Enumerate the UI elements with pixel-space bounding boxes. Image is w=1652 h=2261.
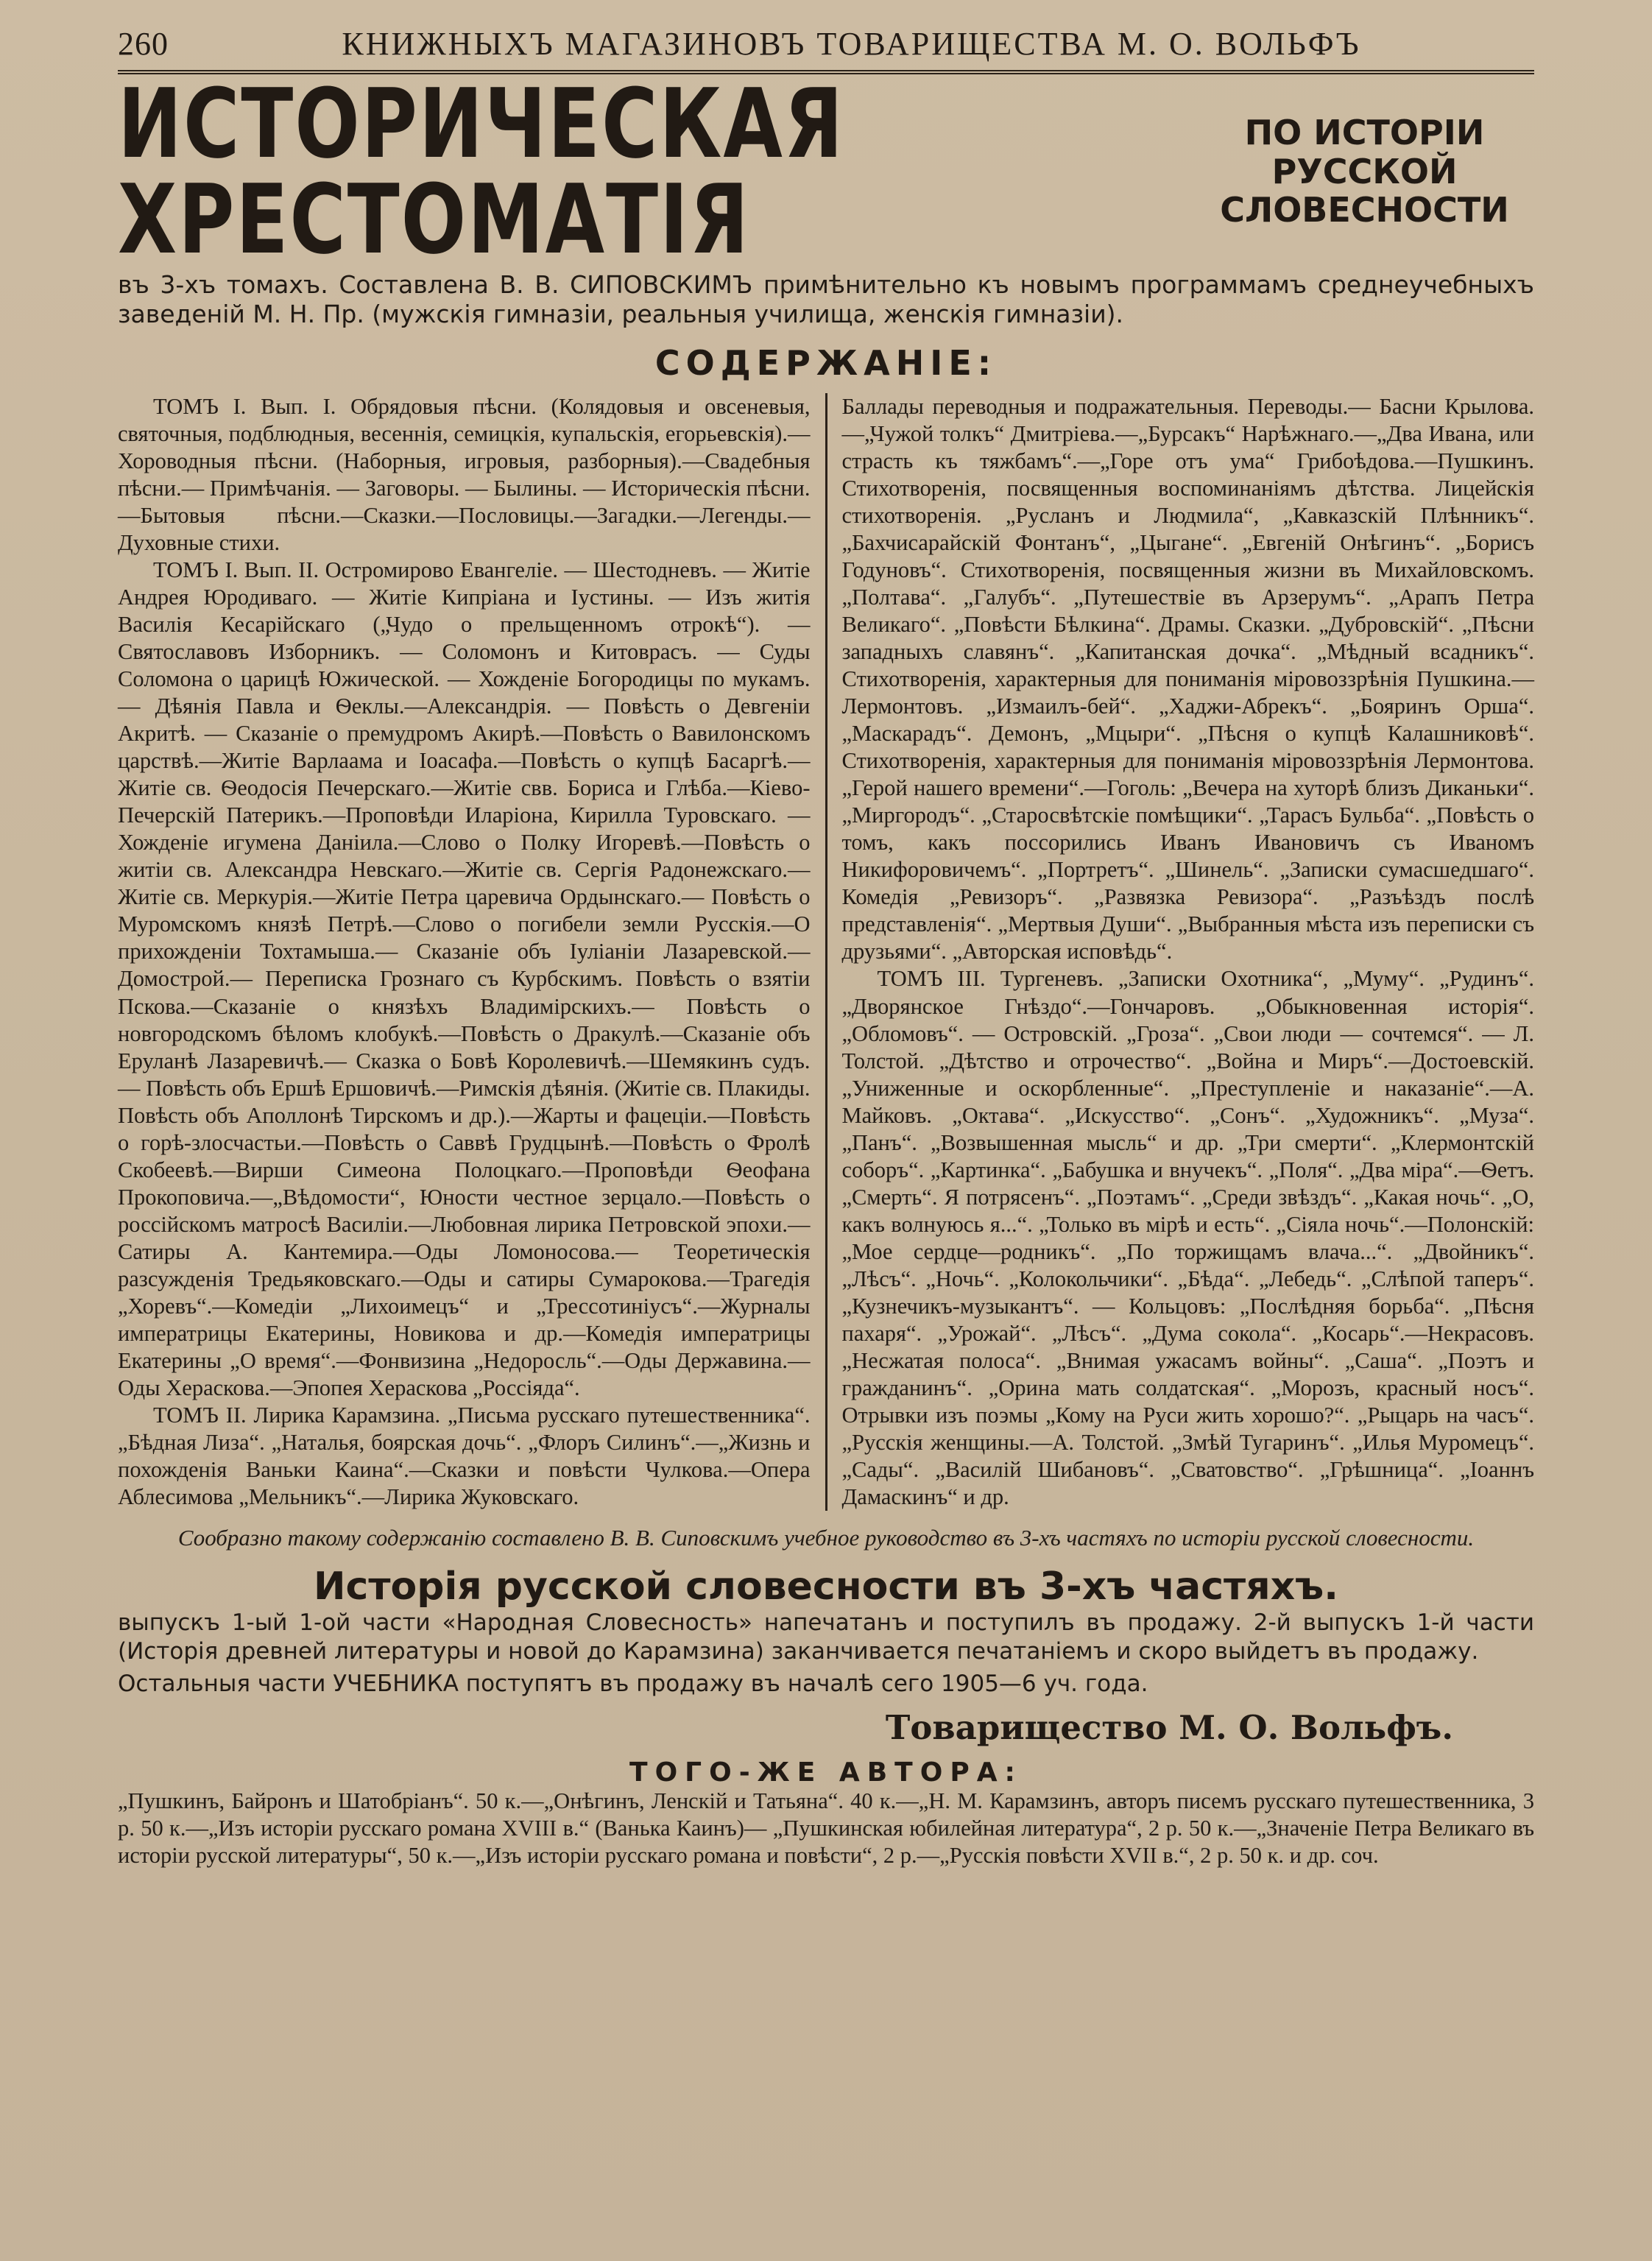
running-title: КНИЖНЫХЪ МАГАЗИНОВЪ ТОВАРИЩЕСТВА М. О. ВОЛЬФЪ [342, 26, 1361, 62]
book-info-1: выпускъ 1-ый 1-ой части «Народная Словесность» напечатанъ и поступилъ въ продажу. 2-й выпускъ 1-й части (Исторія древней литературы и новой до Карамзина) заканчивается печатаніемъ и скоро выйдетъ въ продажу. [118, 1609, 1534, 1665]
right-column [827, 393, 1535, 1512]
right-paragraph: ТОМЪ III. Тургеневъ. „Записки Охотника“, „Муму“. „Рудинъ“. „Дворянское Гнѣздо“.—Гончаровъ. „Обыкновенная исторія“. „Обломовъ“. — Островскій. „Гроза“. „Свои люди — сочтемся“. — Л. Толстой. „Дѣтство и отрочество“. „Война и Миръ“.—Достоевскій. „Униженные и оскорбленные“. „Преступленіе и наказаніе“.—А. Майковъ. „Октава“. „Искусство“. „Сонъ“. „Художникъ“. „Муза“. „Панъ“. „Возвышенная мысль“ и др. „Три смерти“. „Клермонтскій соборъ“. „Картинка“. „Бабушка и внучекъ“. „Поля“. „Два міра“.—Ѳетъ. „Смерть“. Я потрясенъ“. „Поэтамъ“. „Среди звѣздъ“. „Какая ночь“. „О, какъ волнуюсь я...“. „Только въ мірѣ и есть“. „Сіяла ночь“.—Полонскій: „Мое сердце—родникъ“. „По торжищамъ влача...“. „Двойникъ“. „Лѣсъ“. „Ночь“. „Колокольчики“. „Бѣда“. „Лебедь“. „Слѣпой таперъ“. „Кузнечикъ-музыкантъ“. — Кольцовъ: „Послѣдняя борьба“. „Пѣсня пахаря“. „Урожай“. „Лѣсъ“. „Дума сокола“. „Косарь“.—Некрасовъ. „Несжатая полоса“. „Внимая ужасамъ войны“. „Саша“. „Поэтъ и гражданинъ“. „Орина мать солдатская“. „Морозъ, красный носъ“. Отрывки изъ поэмы „Кому на Руси жить хорошо?“. „Рыцарь на часъ“. „Русскія женщины.—А. Толстой. „Змѣй Тугаринъ“. „Илья Муромецъ“. „Сады“. „Василій Шибановъ“. „Сватовство“. „Грѣшница“. „Іоаннъ Дамаскинъ“ и др. [841, 966, 1534, 1510]
contents-heading: СОДЕРЖАНІЕ: [654, 342, 998, 383]
main-title: ИСТОРИЧЕСКАЯ ХРЕСТОМАТІЯ [118, 67, 844, 276]
left-column [118, 393, 827, 1512]
book-title: Исторія русской словесности въ 3-хъ частяхъ. [314, 1565, 1338, 1609]
contents-columns [118, 393, 1534, 1512]
side-title [1195, 113, 1534, 230]
title-block [118, 67, 1534, 276]
intro-paragraph: въ 3-хъ томахъ. Составлена В. В. СИПОВСКИМЪ примѣнительно къ новымъ программамъ среднеучебныхъ заведеній М. Н. Пр. (мужскія гимназіи, реальныя училища, женскія гимназіи). [118, 270, 1534, 329]
left-paragraph: ТОМЪ I. Вып. II. Остромирово Евангеліе. — Шестодневъ. — Житіе Андрея Юродиваго. — Житіе Кипріана и Іустины. — Изъ житія Василія Кесарійскаго („Чудо о прельщенномъ отрокѣ“). — Святославовъ Изборникъ. — Соломонъ и Китоврасъ. — Суды Соломона о царицѣ Южической. — Хожденіе Богородицы по мукамъ. — Дѣянія Павла и Ѳеклы.—Александрія. — Повѣсть о Девгеніи Акритѣ. — Сказаніе о премудромъ Акирѣ.—Повѣсть о Вавилонскомъ царствѣ.—Житіе Варлаама и Іоасафа.—Повѣсть о купцѣ Басаргѣ.—Житіе св. Ѳеодосія Печерскаго.—Житіе свв. Бориса и Глѣба.—Кіево-Печерскій Патерикъ.—Проповѣди Иларіона, Кирилла Туровскаго. — Хожденіе игумена Даніила.—Слово о Полку Игоревѣ.—Повѣсть о житіи св. Александра Невскаго.—Житіе св. Сергія Радонежскаго.—Житіе св. Меркурія.—Житіе Петра царевича Ордынскаго.— Повѣсть о Муромскомъ князѣ Петрѣ.—Слово о погибели земли Русскія.—О прихожденіи Тохтамыша.— Сказаніе объ Іуліаніи Лазаревской.—Домострой.— Переписка Грознаго съ Курбскимъ. Повѣсть о взятіи Пскова.—Сказаніе о князѣхъ Владимірскихъ.— Повѣсть о новгородскомъ бѣломъ клобукѣ.—Повѣсть о Дракулѣ.—Сказаніе объ Еруланѣ Лазаревичѣ.— Сказка о Бовѣ Королевичѣ.—Шемякинъ судъ. — Повѣсть объ Ершѣ Ершовичѣ.—Римскія дѣянія. (Житіе св. Плакиды. Повѣсть объ Аполлонѣ Тирскомъ и др.).—Жарты и фацеціи.—Повѣсть о горѣ-злосчастьи.—Повѣсть о Саввѣ Грудцынѣ.—Повѣсть о Фролѣ Скобеевѣ.—Вирши Симеона Полоцкаго.—Проповѣди Ѳеофана Прокоповича.—„Вѣдомости“, Юности честное зерцало.—Повѣсть о россійскомъ матросѣ Василіи.—Любовная лирика Петровской эпохи.—Сатиры А. Кантемира.—Оды Ломоносова.— Теоретическія разсужденія Тредьяковскаго.—Оды и сатиры Сумарокова.—Трагедія „Хоревъ“.—Комедіи „Лихоимецъ“ и „Трессотиніусъ“.—Журналы императрицы Екатерины, Новикова и др.—Комедія императрицы Екатерины „О время“.—Фонвизина „Недоросль“.—Оды Державина.—Оды Хераскова.—Эпопея Хераскова „Россіяда“. [118, 557, 811, 1401]
publisher-signature: Товарищество М. О. Вольфъ. [885, 1708, 1453, 1748]
right-paragraph: Баллады переводныя и подражательныя. Переводы.— Басни Крылова.—„Чужой толкъ“ Дмитріева.—„Бурсакъ“ Нарѣжнаго.—„Два Ивана, или страсть къ тяжбамъ“.—„Горе отъ ума“ Грибоѣдова.—Пушкинъ. Стихотворенія, посвященныя воспоминаніямъ дѣтства. Лицейскія стихотворенія. „Русланъ и Людмила“, „Кавказскій Плѣнникъ“. „Бахчисарайскій Фонтанъ“, „Цыгане“. „Евгеній Онѣгинъ“. „Борисъ Годуновъ“. Стихотворенія, посвященныя жизни въ Михайловскомъ. „Полтава“. „Галубъ“. „Путешествіе въ Арзерумъ“. „Арапъ Петра Великаго“. „Повѣсти Бѣлкина“. Драмы. Сказки. „Дубровскій“. „Пѣсни западныхъ славянъ“. „Капитанская дочка“. „Мѣдный всадникъ“. Стихотворенія, характерныя для пониманія міровоззрѣнія Пушкина.—Лермонтовъ. „Измаилъ-бей“. „Хаджи-Абрекъ“. „Бояринъ Орша“. „Маскарадъ“. Демонъ, „Мцыри“. „Пѣсня о купцѣ Калашниковѣ“. Стихотворенія, характерныя для пониманія міровоззрѣнія Лермонтова. „Герой нашего времени“.—Гоголь: „Вечера на хуторѣ близъ Диканьки“. „Миргородъ“. „Старосвѣтскіе помѣщики“. „Тарасъ Бульба“. „Повѣсть о томъ, какъ поссорились Иванъ Ивановичъ съ Иваномъ Никифоровичемъ“. „Портретъ“. „Шинель“. „Записки сумасшедшаго“. Комедія „Ревизоръ“. „Развязка Ревизора“. „Разъѣздъ послѣ представленія“. „Мертвыя Души“. „Выбранныя мѣста изъ переписки съ друзьями“. „Авторская исповѣдь“. [841, 393, 1534, 964]
book-info-2: Остальныя части УЧЕБНИКА поступятъ въ продажу въ началѣ сего 1905—6 уч. года. [118, 1671, 1148, 1698]
left-paragraph: ТОМЪ I. Вып. I. Обрядовыя пѣсни. (Колядовыя и овсеневыя, святочныя, подблюдныя, весеннія, семицкія, купальскія, егорьевскія).—Хороводныя пѣсни. (Наборныя, игровыя, разборныя).—Свадебныя пѣсни.— Примѣчанія. — Заговоры. — Былины. — Историческія пѣсни.—Бытовыя пѣсни.—Сказки.—Пословицы.—Загадки.—Легенды.—Духовные стихи. [118, 393, 811, 555]
author-works-list: „Пушкинъ, Байронъ и Шатобріанъ“. 50 к.—„Онѣгинъ, Ленскій и Татьяна“. 40 к.—„Н. М. Карамзинъ, авторъ писемъ русскаго путешественника, 3 р. 50 к.—„Изъ исторіи русскаго романа XVIII в.“ (Ванька Каинъ)— „Пушкинская юбилейная литература“, 2 р. 50 к.—„Значеніе Петра Великаго въ исторіи русской литературы“, 50 к.—„Изъ исторіи русскаго романа и повѣсти“, 2 р.—„Русскія повѣсти XVII в.“, 2 р. 50 к. и др. соч. [118, 1788, 1534, 1868]
side-title-line-2: СЛОВЕСНОСТИ [1220, 190, 1509, 230]
side-title-line-1: ПО ИСТОРІИ РУССКОЙ [1244, 112, 1485, 191]
page-number: 260 [118, 26, 169, 62]
left-paragraph: ТОМЪ II. Лирика Карамзина. „Письма русскаго путешественника“. „Бѣдная Лиза“. „Наталья, боярская дочь“. „Флоръ Силинъ“.—„Жизнь и похожденія Ваньки Каина“.—Сказки и повѣсти Чулкова.—Опера Аблесимова „Мельникъ“.—Лирика Жуковскаго. [118, 1403, 811, 1510]
author-works-heading: ТОГО-ЖЕ АВТОРА: [629, 1757, 1023, 1788]
note-line: Сообразно такому содержанію составлено В. В. Сиповскимъ учебное руководство въ 3-хъ частяхъ по исторіи русской словесности. [177, 1525, 1475, 1551]
